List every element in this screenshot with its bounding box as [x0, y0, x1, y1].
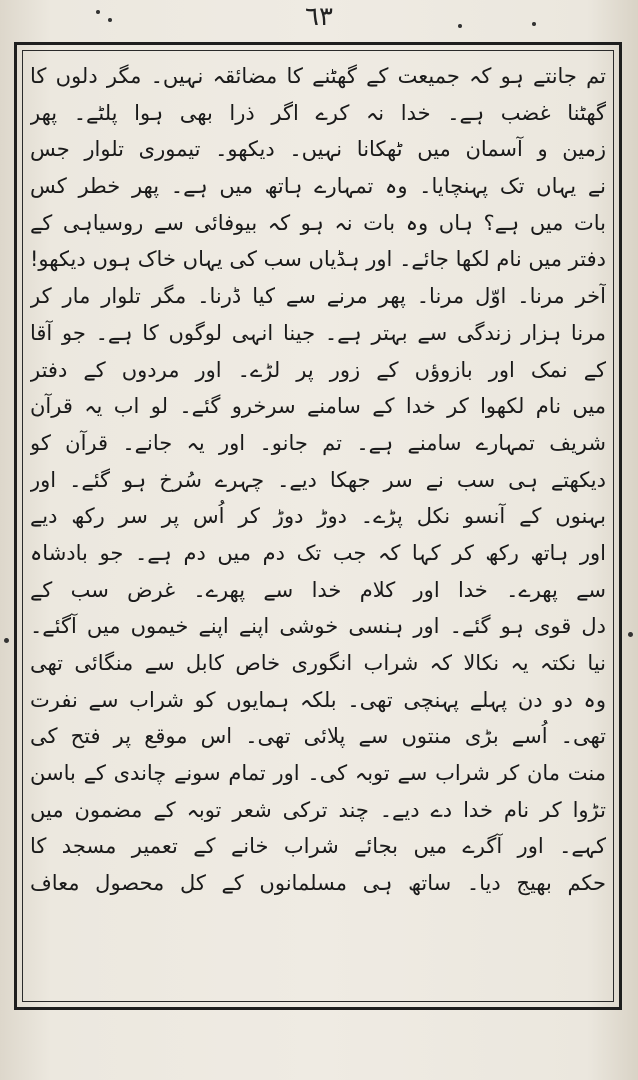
page-number: ٦٣ [305, 2, 333, 32]
text-line: تم جانتے ہو کہ جمیعت کے گھٹنے کا مضائقہ نہیں۔ مگر دلوں کا [30, 64, 606, 88]
text-line: منت مان کر شراب سے توبہ کی۔ اور تمام سونے چاندی کے باسن [30, 761, 606, 786]
text-line: حکم بھیج دیا۔ ساتھ ہی مسلمانوں کے کل محصول معاف [30, 871, 606, 896]
margin-mark [4, 638, 9, 643]
ink-speck [458, 24, 462, 28]
text-line: مرنا ہزار زندگی سے بہتر ہے۔ جینا انہی لوگوں کا ہے۔ جو آقا [30, 320, 606, 345]
text-line: دیکھتے ہی سب نے سر جھکا دیے۔ چہرے سُرخ ہو گئے۔ اور [30, 467, 606, 492]
text-line: وہ دو دن پہلے پہنچی تھی۔ بلکہ ہمایوں کو شراب سے نفرت [30, 687, 606, 712]
text-line: کہے۔ اور آگرے میں بجائے شراب خانے کے تعمیر مسجد کا [30, 834, 606, 859]
text-line: سے پھرے۔ خدا اور کلام خدا سے پھرے۔ غرض سب کے [30, 577, 606, 602]
text-line: بہنوں کے آنسو نکل پڑے۔ دوڑ دوڑ کر اُس پر سر رکھ دیے [30, 504, 606, 529]
ink-speck [108, 18, 112, 22]
urdu-text-body [30, 58, 606, 994]
ink-speck [532, 22, 536, 26]
text-line: نے یہاں تک پہنچایا۔ وہ تمہارے ہاتھ میں ہے۔ پھر خطر کس [30, 174, 606, 199]
margin-mark [628, 632, 633, 637]
text-line: کے نمک اور بازوؤں کے زور پر لڑے۔ اور مردوں کے دفتر [30, 357, 606, 382]
ink-speck [96, 10, 100, 14]
text-line: دفتر میں نام لکھا جائے۔ اور ہڈیاں سب کی یہاں خاک ہوں دیکھو! [30, 247, 606, 272]
text-line: تھی۔ اُسے بڑی منتوں سے پلائی تھی۔ اس موقع پر فتح کی [30, 724, 606, 749]
text-line: تڑوا کر نام خدا دے دیے۔ چند ترکی شعر توبہ کے مضمون میں [30, 797, 606, 822]
text-line: نیا نکتہ یہ نکالا کہ شراب انگوری خاص کابل سے منگائی تھی [30, 651, 606, 675]
text-line: میں نام لکھوا کر خدا کے سامنے سرخرو گئے۔ لو اب یہ قرآن [30, 394, 606, 419]
text-line: شریف تمہارے سامنے ہے۔ تم جانو۔ اور یہ جانے۔ قرآن کو [30, 430, 606, 455]
text-line: بات میں ہے؟ ہاں وہ بات نہ ہو کہ بیوفائی سے روسیاہی کے [30, 210, 606, 235]
text-line: زمین و آسمان میں ٹھکانا نہیں۔ دیکھو۔ تیموری تلوار جس [30, 137, 606, 162]
text-line: گھٹنا غضب ہے۔ خدا نہ کرے اگر ذرا بھی ہوا پلٹے۔ پھر [30, 100, 606, 125]
text-line: آخر مرنا۔ اوّل مرنا۔ پھر مرنے سے کیا ڈرنا۔ مگر تلوار مار کر [30, 284, 606, 309]
text-line: دل قوی ہو گئے۔ اور ہنسی خوشی اپنے اپنے خیموں میں آگئے۔ [30, 614, 606, 639]
text-line: اور ہاتھ رکھ کر کہا کہ جب تک دم میں دم ہے۔ جو بادشاہ [30, 540, 606, 565]
